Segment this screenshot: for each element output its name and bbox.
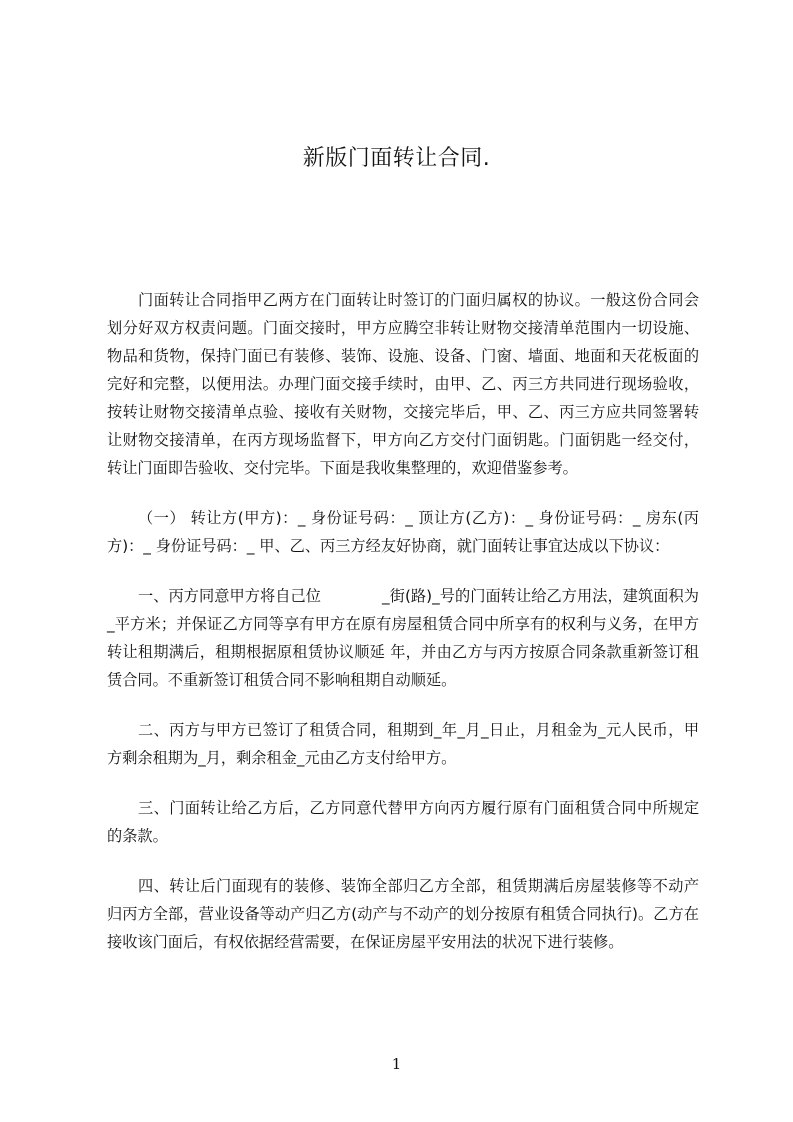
- parties-paragraph: （一） 转让方(甲方)：_ 身份证号码：_ 顶让方(乙方)：_ 身份证号码：_ 房东(丙方)：_ 身份证号码：_ 甲、乙、丙三方经友好协商，就门面转让事宜达成以下协议：: [107, 509, 699, 555]
- clause-4-paragraph: 四、转让后门面现有的装修、装饰全部归乙方全部，租赁期满后房屋装修等不动产归丙方全部，营业设备等动产归乙方(动产与不动产的划分按原有租赁合同执行)。乙方在接收该门面后，有权依据经营需要，在保证房屋平安用法的状况下进行装修。: [107, 877, 699, 951]
- intro-paragraph: 门面转让合同指甲乙两方在门面转让时签订的门面归属权的协议。一般这份合同会划分好双方权责问题。门面交接时，甲方应腾空非转让财物交接清单范围内一切设施、物品和货物，保持门面已有装修、装饰、设施、设备、门窗、墙面、地面和天花板面的完好和完整，以便用法。办理门面交接手续时，由甲、乙、丙三方共同进行现场验收，按转让财物交接清单点验、接收有关财物，交接完毕后，甲、乙、丙三方应共同签署转让财物交接清单，在丙方现场监督下，甲方向乙方交付门面钥匙。门面钥匙一经交付，转让门面即告验收、交付完毕。下面是我收集整理的，欢迎借鉴参考。: [107, 291, 699, 477]
- document-body: [107, 286, 699, 978]
- clause-1-paragraph: 一、丙方同意甲方将自己位 _街(路)_号的门面转让给乙方用法，建筑面积为 _平方米；并保证乙方同等享有甲方在原有房屋租赁合同中所享有的权利与义务，在甲方转让租期满后，租期根据原租赁协议顺延 年，并由乙方与丙方按原合同条款重新签订租赁合同。不重新签订租赁合同不影响租期自动顺延。: [107, 587, 699, 689]
- clause-2-paragraph: 二、丙方与甲方已签订了租赁合同，租期到_年_月_日止，月租金为_元人民币，甲方剩余租期为_月，剩余租金_元由乙方支付给甲方。: [107, 721, 699, 767]
- page-number: 1: [391, 1055, 402, 1073]
- document-title: 新版门面转让合同.: [302, 146, 491, 171]
- clause-3-paragraph: 三、门面转让给乙方后，乙方同意代替甲方向丙方履行原有门面租赁合同中所规定的条款。: [107, 799, 699, 845]
